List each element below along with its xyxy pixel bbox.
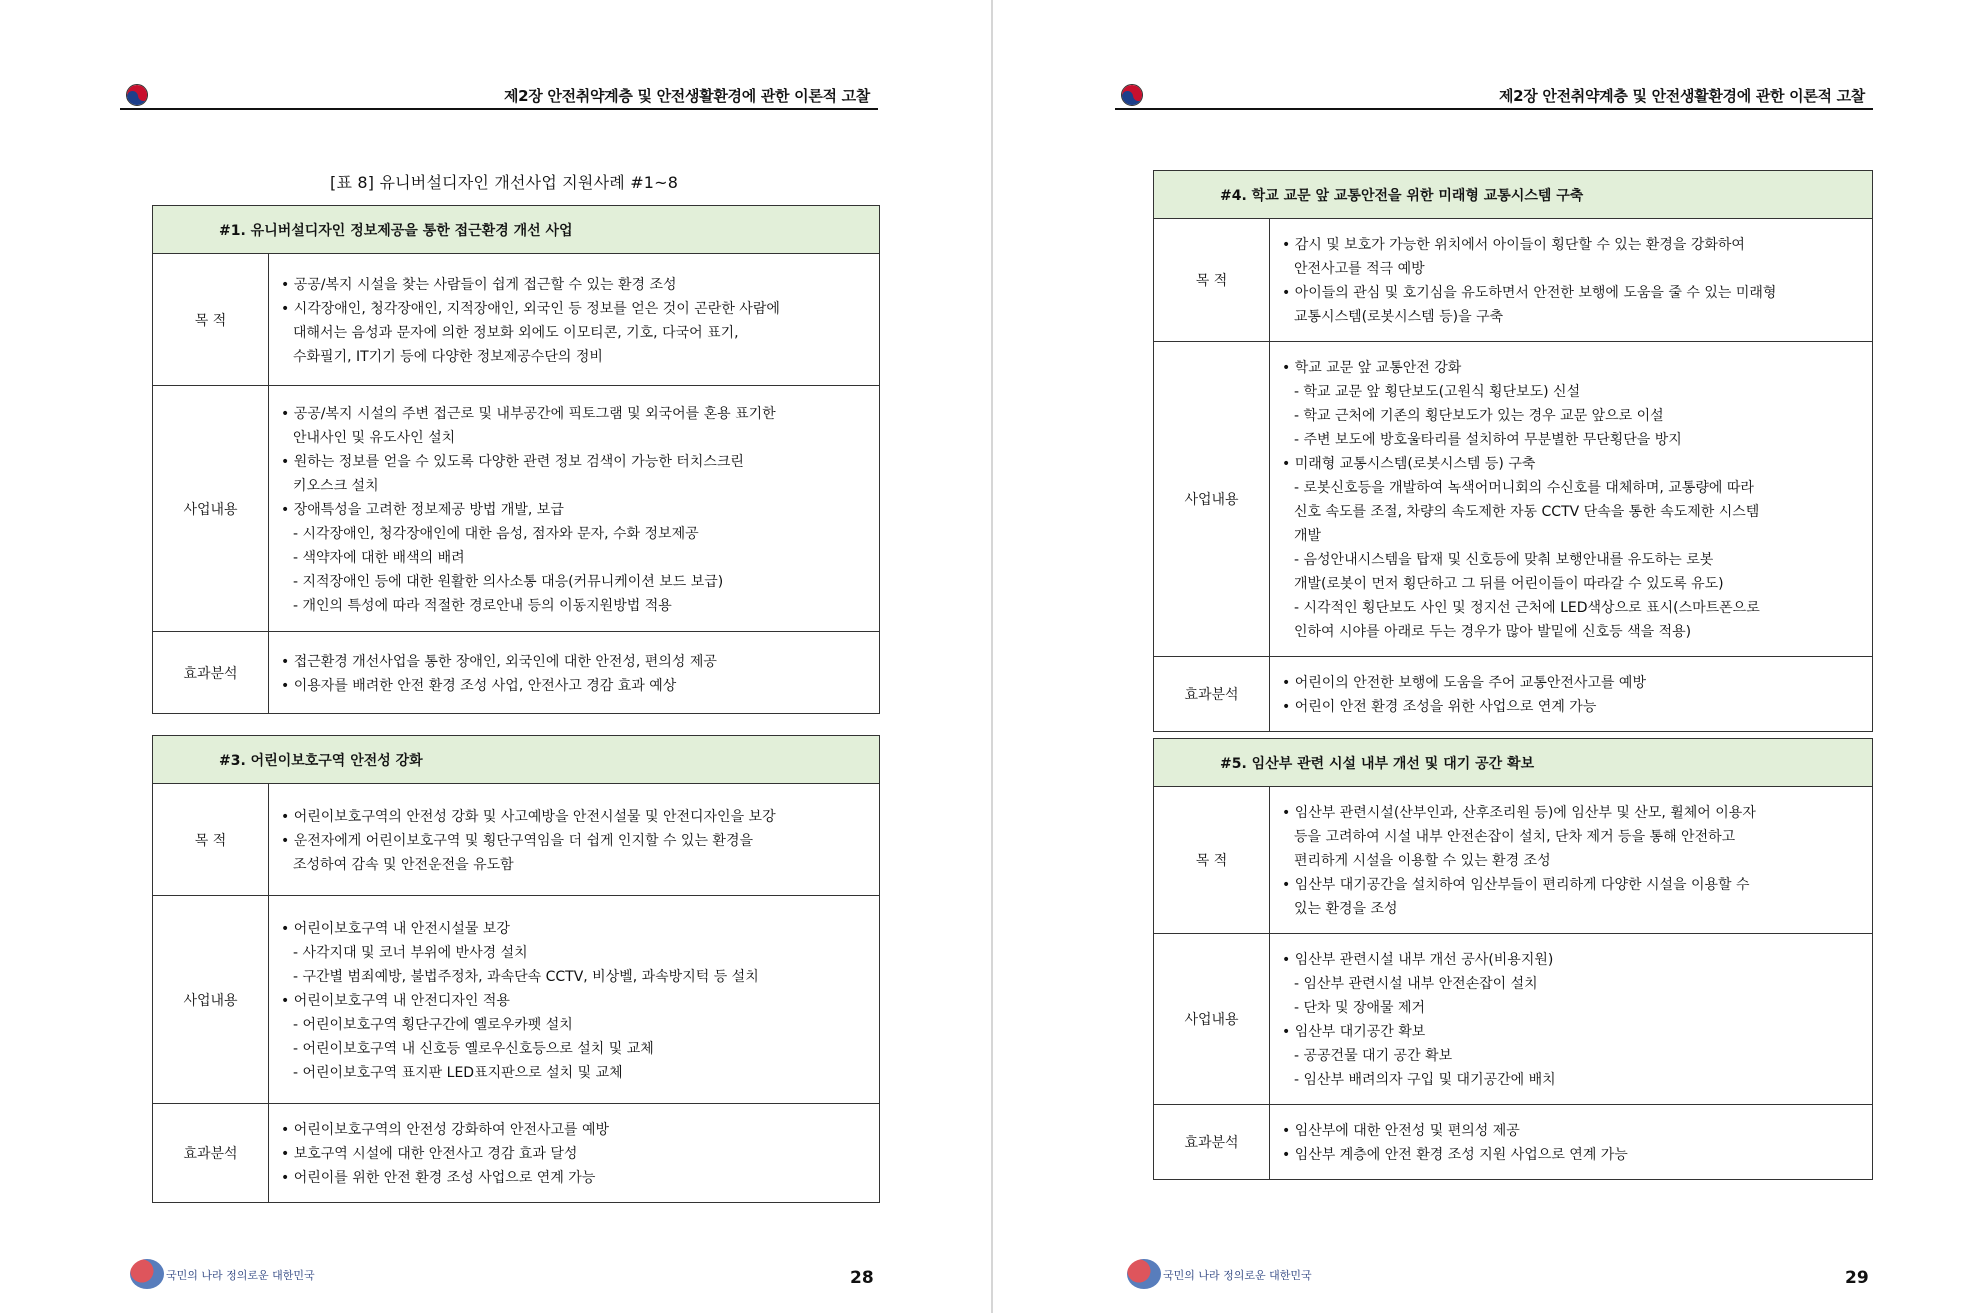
footer-logo	[1123, 1255, 1312, 1297]
body-line: - 색약자에 대한 배색의 배려	[293, 549, 465, 566]
body-line: • 장애특성을 고려한 정보제공 방법 개발, 보급	[281, 501, 564, 518]
row-body	[269, 1104, 880, 1203]
body-line: • 미래형 교통시스템(로봇시스템 등) 구축	[1282, 456, 1536, 472]
row-label: 사업내용	[153, 896, 269, 1104]
page-29	[993, 0, 1985, 1313]
running-header	[1115, 80, 1873, 110]
body-line: • 보호구역 시설에 대한 안전사고 경감 효과 달성	[281, 1146, 578, 1162]
row-body	[269, 784, 880, 896]
body-line: - 어린이보호구역 표지판 LED표지판으로 설치 및 교체	[293, 1064, 623, 1081]
logo-swirl-icon	[130, 1259, 164, 1289]
body-line: 신호 속도를 조절, 차량의 속도제한 자동 CCTV 단속을 통한 속도제한 시스템	[1294, 504, 1760, 520]
body-line: 있는 환경을 조성	[1294, 901, 1398, 917]
case-table-4	[1153, 170, 1873, 732]
logo-swirl-icon	[1127, 1259, 1161, 1289]
body-line: 조성하여 감속 및 안전운전을 유도함	[293, 856, 514, 873]
page-number: 28	[850, 1268, 874, 1288]
row-body	[269, 632, 880, 714]
body-line: • 공공/복지 시설의 주변 접근로 및 내부공간에 픽토그램 및 외국어를 혼용 표기한	[281, 405, 776, 422]
case-table-1	[152, 205, 880, 714]
body-line: - 어린이보호구역 내 신호등 옐로우신호등으로 설치 및 교체	[293, 1040, 654, 1057]
row-label: 사업내용	[1154, 934, 1270, 1105]
body-line: • 운전자에게 어린이보호구역 및 횡단구역임을 더 쉽게 인지할 수 있는 환경을	[281, 832, 754, 849]
body-line: • 감시 및 보호가 가능한 위치에서 아이들이 횡단할 수 있는 환경을 강화하여	[1282, 237, 1745, 253]
row-label: 사업내용	[1154, 342, 1270, 657]
body-line: • 접근환경 개선사업을 통한 장애인, 외국인에 대한 안전성, 편의성 제공	[281, 653, 717, 670]
body-line: - 임산부 관련시설 내부 안전손잡이 설치	[1294, 976, 1538, 992]
body-line: • 시각장애인, 청각장애인, 지적장애인, 외국인 등 정보를 얻은 것이 곤란한 사람에	[281, 300, 780, 317]
body-line: • 아이들의 관심 및 호기심을 유도하면서 안전한 보행에 도움을 줄 수 있는 미래형	[1282, 285, 1777, 301]
body-line: 인하여 시야를 아래로 두는 경우가 많아 발밑에 신호등 색을 적용)	[1294, 624, 1692, 640]
body-line: • 어린이보호구역 내 안전디자인 적용	[281, 992, 510, 1009]
body-line: • 어린이의 안전한 보행에 도움을 주어 교통안전사고를 예방	[1282, 675, 1646, 691]
body-line: - 임산부 배려의자 구입 및 대기공간에 배치	[1294, 1072, 1556, 1088]
row-body	[1270, 219, 1873, 342]
case-table-3	[152, 735, 880, 1203]
body-line: • 임산부 관련시설(산부인과, 산후조리원 등)에 임산부 및 산모, 휠체어 이용자	[1282, 805, 1756, 821]
body-line: 개발	[1294, 528, 1322, 544]
body-line: • 임산부 계층에 안전 환경 조성 지원 사업으로 연계 가능	[1282, 1147, 1628, 1163]
body-line: 개발(로봇이 먼저 횡단하고 그 뒤를 어린이들이 따라갈 수 있도록 유도)	[1294, 576, 1724, 592]
page-28	[0, 0, 992, 1313]
row-label: 목 적	[153, 784, 269, 896]
case-table-5	[1153, 738, 1873, 1180]
body-line: 등을 고려하여 시설 내부 안전손잡이 설치, 단차 제거 등을 통해 안전하고	[1294, 829, 1736, 845]
page-number: 29	[1845, 1268, 1869, 1288]
body-line: • 학교 교문 앞 교통안전 강화	[1282, 360, 1462, 376]
body-line: • 어린이보호구역 내 안전시설물 보강	[281, 920, 510, 937]
footer-logo-text: 국민의 나라 정의로운 대한민국	[166, 1269, 315, 1282]
body-line: - 학교 근처에 기존의 횡단보도가 있는 경우 교문 앞으로 이설	[1294, 408, 1664, 424]
body-line: - 학교 교문 앞 횡단보도(고원식 횡단보도) 신설	[1294, 384, 1581, 400]
row-body	[1270, 657, 1873, 732]
row-body	[1270, 342, 1873, 657]
body-line: - 로봇신호등을 개발하여 녹색어머니회의 수신호를 대체하며, 교통량에 따라	[1294, 480, 1754, 496]
body-line: • 어린이보호구역의 안전성 강화하여 안전사고를 예방	[281, 1122, 610, 1138]
body-line: • 어린이보호구역의 안전성 강화 및 사고예방을 안전시설물 및 안전디자인을 보강	[281, 808, 776, 825]
header-title: 제2장 안전취약계층 및 안전생활환경에 관한 이론적 고찰	[503, 87, 870, 105]
case-title: #1. 유니버설디자인 정보제공을 통한 접근환경 개선 사업	[153, 206, 880, 254]
body-line: 안내사인 및 유도사인 설치	[293, 429, 456, 446]
body-line: - 개인의 특성에 따라 적절한 경로안내 등의 이동지원방법 적용	[293, 597, 672, 614]
body-line: • 임산부 대기공간을 설치하여 임산부들이 편리하게 다양한 시설을 이용할 수	[1282, 877, 1750, 893]
body-line: - 공공건물 대기 공간 확보	[1294, 1048, 1453, 1064]
body-line: • 이용자를 배려한 안전 환경 조성 사업, 안전사고 경감 효과 예상	[281, 677, 677, 694]
body-line: - 어린이보호구역 횡단구간에 옐로우카펫 설치	[293, 1016, 573, 1033]
body-line: 수화필기, IT기기 등에 다양한 정보제공수단의 정비	[293, 348, 603, 365]
case-title: #4. 학교 교문 앞 교통안전을 위한 미래형 교통시스템 구축	[1154, 171, 1873, 219]
body-line: • 임산부 관련시설 내부 개선 공사(비용지원)	[1282, 952, 1554, 968]
row-label: 효과분석	[1154, 657, 1270, 732]
body-line: - 주변 보도에 방호울타리를 설치하여 무분별한 무단횡단을 방지	[1294, 432, 1682, 448]
body-line: - 음성안내시스템을 탑재 및 신호등에 맞춰 보행안내를 유도하는 로봇	[1294, 552, 1714, 568]
body-line: • 어린이 안전 환경 조성을 위한 사업으로 연계 가능	[1282, 699, 1597, 715]
body-line: • 임산부 대기공간 확보	[1282, 1024, 1426, 1040]
row-label: 효과분석	[1154, 1105, 1270, 1180]
body-line: - 구간별 범죄예방, 불법주정차, 과속단속 CCTV, 비상벨, 과속방지턱 등 설치	[293, 968, 759, 985]
row-label: 사업내용	[153, 386, 269, 632]
footer-logo	[126, 1255, 315, 1297]
table-caption: [표 8] 유니버설디자인 개선사업 지원사례 #1~8	[330, 173, 679, 192]
row-label: 효과분석	[153, 1104, 269, 1203]
government-emblem-icon	[126, 84, 148, 106]
body-line: - 단차 및 장애물 제거	[1294, 1000, 1426, 1016]
body-line: • 임산부에 대한 안전성 및 편의성 제공	[1282, 1123, 1520, 1139]
header-title: 제2장 안전취약계층 및 안전생활환경에 관한 이론적 고찰	[1498, 87, 1865, 105]
row-label: 목 적	[153, 254, 269, 386]
government-emblem-icon	[1121, 84, 1143, 106]
body-line: - 사각지대 및 코너 부위에 반사경 설치	[293, 944, 528, 961]
running-header	[120, 80, 878, 110]
row-body	[269, 896, 880, 1104]
footer-logo-text: 국민의 나라 정의로운 대한민국	[1163, 1269, 1312, 1282]
body-line: - 시각적인 횡단보도 사인 및 정지선 근처에 LED색상으로 표시(스마트폰으로	[1294, 600, 1760, 616]
row-body	[1270, 1105, 1873, 1180]
row-label: 효과분석	[153, 632, 269, 714]
body-line: 대해서는 음성과 문자에 의한 정보화 외에도 이모티콘, 기호, 다국어 표기,	[293, 324, 739, 341]
case-title: #3. 어린이보호구역 안전성 강화	[153, 736, 880, 784]
row-body	[1270, 787, 1873, 934]
row-label: 목 적	[1154, 219, 1270, 342]
body-line: 키오스크 설치	[293, 477, 379, 494]
case-title: #5. 임산부 관련 시설 내부 개선 및 대기 공간 확보	[1154, 739, 1873, 787]
body-line: • 원하는 정보를 얻을 수 있도록 다양한 관련 정보 검색이 가능한 터치스크린	[281, 453, 744, 470]
body-line: - 지적장애인 등에 대한 원활한 의사소통 대응(커뮤니케이션 보드 보급)	[293, 573, 724, 590]
row-body	[269, 254, 880, 386]
row-label: 목 적	[1154, 787, 1270, 934]
body-line: 편리하게 시설을 이용할 수 있는 환경 조성	[1294, 853, 1551, 869]
body-line: 안전사고를 적극 예방	[1294, 261, 1425, 277]
body-line: - 시각장애인, 청각장애인에 대한 음성, 점자와 문자, 수화 정보제공	[293, 525, 699, 542]
body-line: • 공공/복지 시설을 찾는 사람들이 쉽게 접근할 수 있는 환경 조성	[281, 276, 677, 293]
row-body	[269, 386, 880, 632]
body-line: 교통시스템(로봇시스템 등)을 구축	[1294, 309, 1504, 325]
row-body	[1270, 934, 1873, 1105]
body-line: • 어린이를 위한 안전 환경 조성 사업으로 연계 가능	[281, 1170, 596, 1186]
